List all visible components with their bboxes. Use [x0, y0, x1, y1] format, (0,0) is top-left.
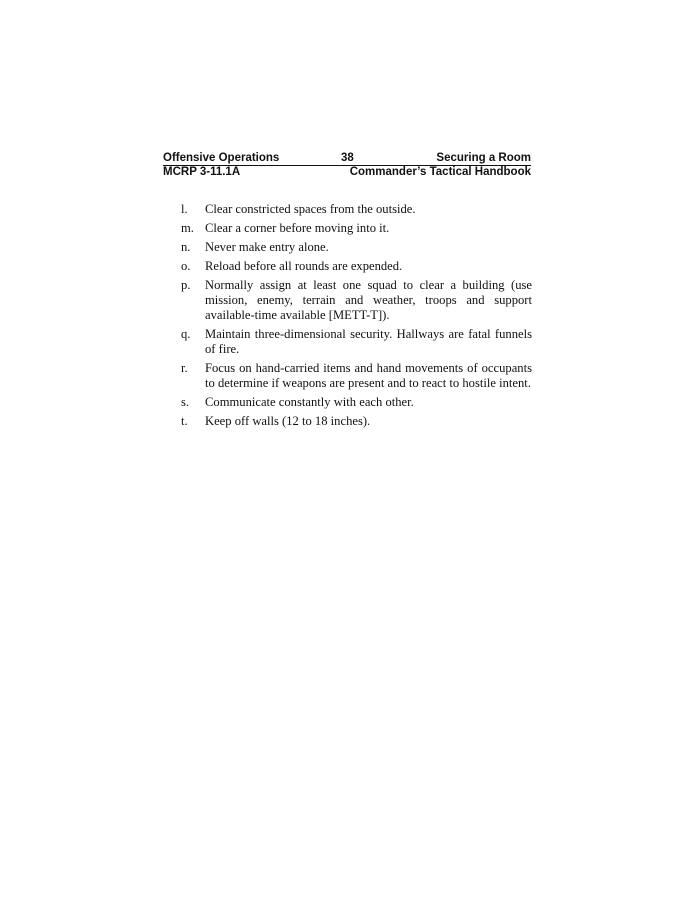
list-item-marker: l. — [181, 202, 188, 216]
list-item-text: Never make entry alone. — [205, 240, 329, 254]
list-item-text: Focus on hand-carried items and hand movements of occupants to determine if weapons are present and to react to hostile intent. — [205, 361, 532, 390]
list-item-marker: s. — [181, 395, 190, 409]
list-item — [181, 240, 532, 255]
list-item — [181, 202, 532, 217]
list-item-marker: m. — [181, 221, 194, 235]
list-item — [181, 327, 532, 357]
list-item — [181, 395, 532, 410]
list-item-marker: p. — [181, 278, 191, 292]
section-title: Securing a Room — [436, 152, 531, 164]
header-row-top — [163, 152, 531, 166]
list-item-marker: o. — [181, 259, 191, 273]
list-item-text: Communicate constantly with each other. — [205, 395, 414, 409]
chapter-title: Offensive Operations — [163, 152, 280, 164]
list-item — [181, 221, 532, 236]
guidelines-list — [181, 202, 532, 433]
list-item-marker: n. — [181, 240, 191, 254]
page-number: 38 — [341, 152, 354, 164]
list-item-marker: q. — [181, 327, 191, 341]
list-item-text: Keep off walls (12 to 18 inches). — [205, 414, 371, 428]
running-header — [163, 152, 531, 179]
header-row-bottom — [163, 166, 531, 179]
list-item — [181, 361, 532, 391]
list-item-text: Clear a corner before moving into it. — [205, 221, 390, 235]
list-item-text: Clear constricted spaces from the outside. — [205, 202, 416, 216]
list-item-text: Maintain three-dimensional security. Hallways are fatal funnels of fire. — [205, 327, 532, 356]
list-item — [181, 259, 532, 274]
list-item — [181, 278, 532, 323]
publication-number: MCRP 3-11.1A — [163, 166, 241, 178]
list-item-marker: r. — [181, 361, 188, 375]
list-item — [181, 414, 532, 429]
list-item-text: Reload before all rounds are expended. — [205, 259, 403, 273]
list-item-marker: t. — [181, 414, 188, 428]
publication-title: Commander’s Tactical Handbook — [349, 166, 531, 178]
list-item-text: Normally assign at least one squad to clear a building (use mission, enemy, terrain and weather, troops and support available-time available [METT-T]). — [205, 278, 532, 322]
